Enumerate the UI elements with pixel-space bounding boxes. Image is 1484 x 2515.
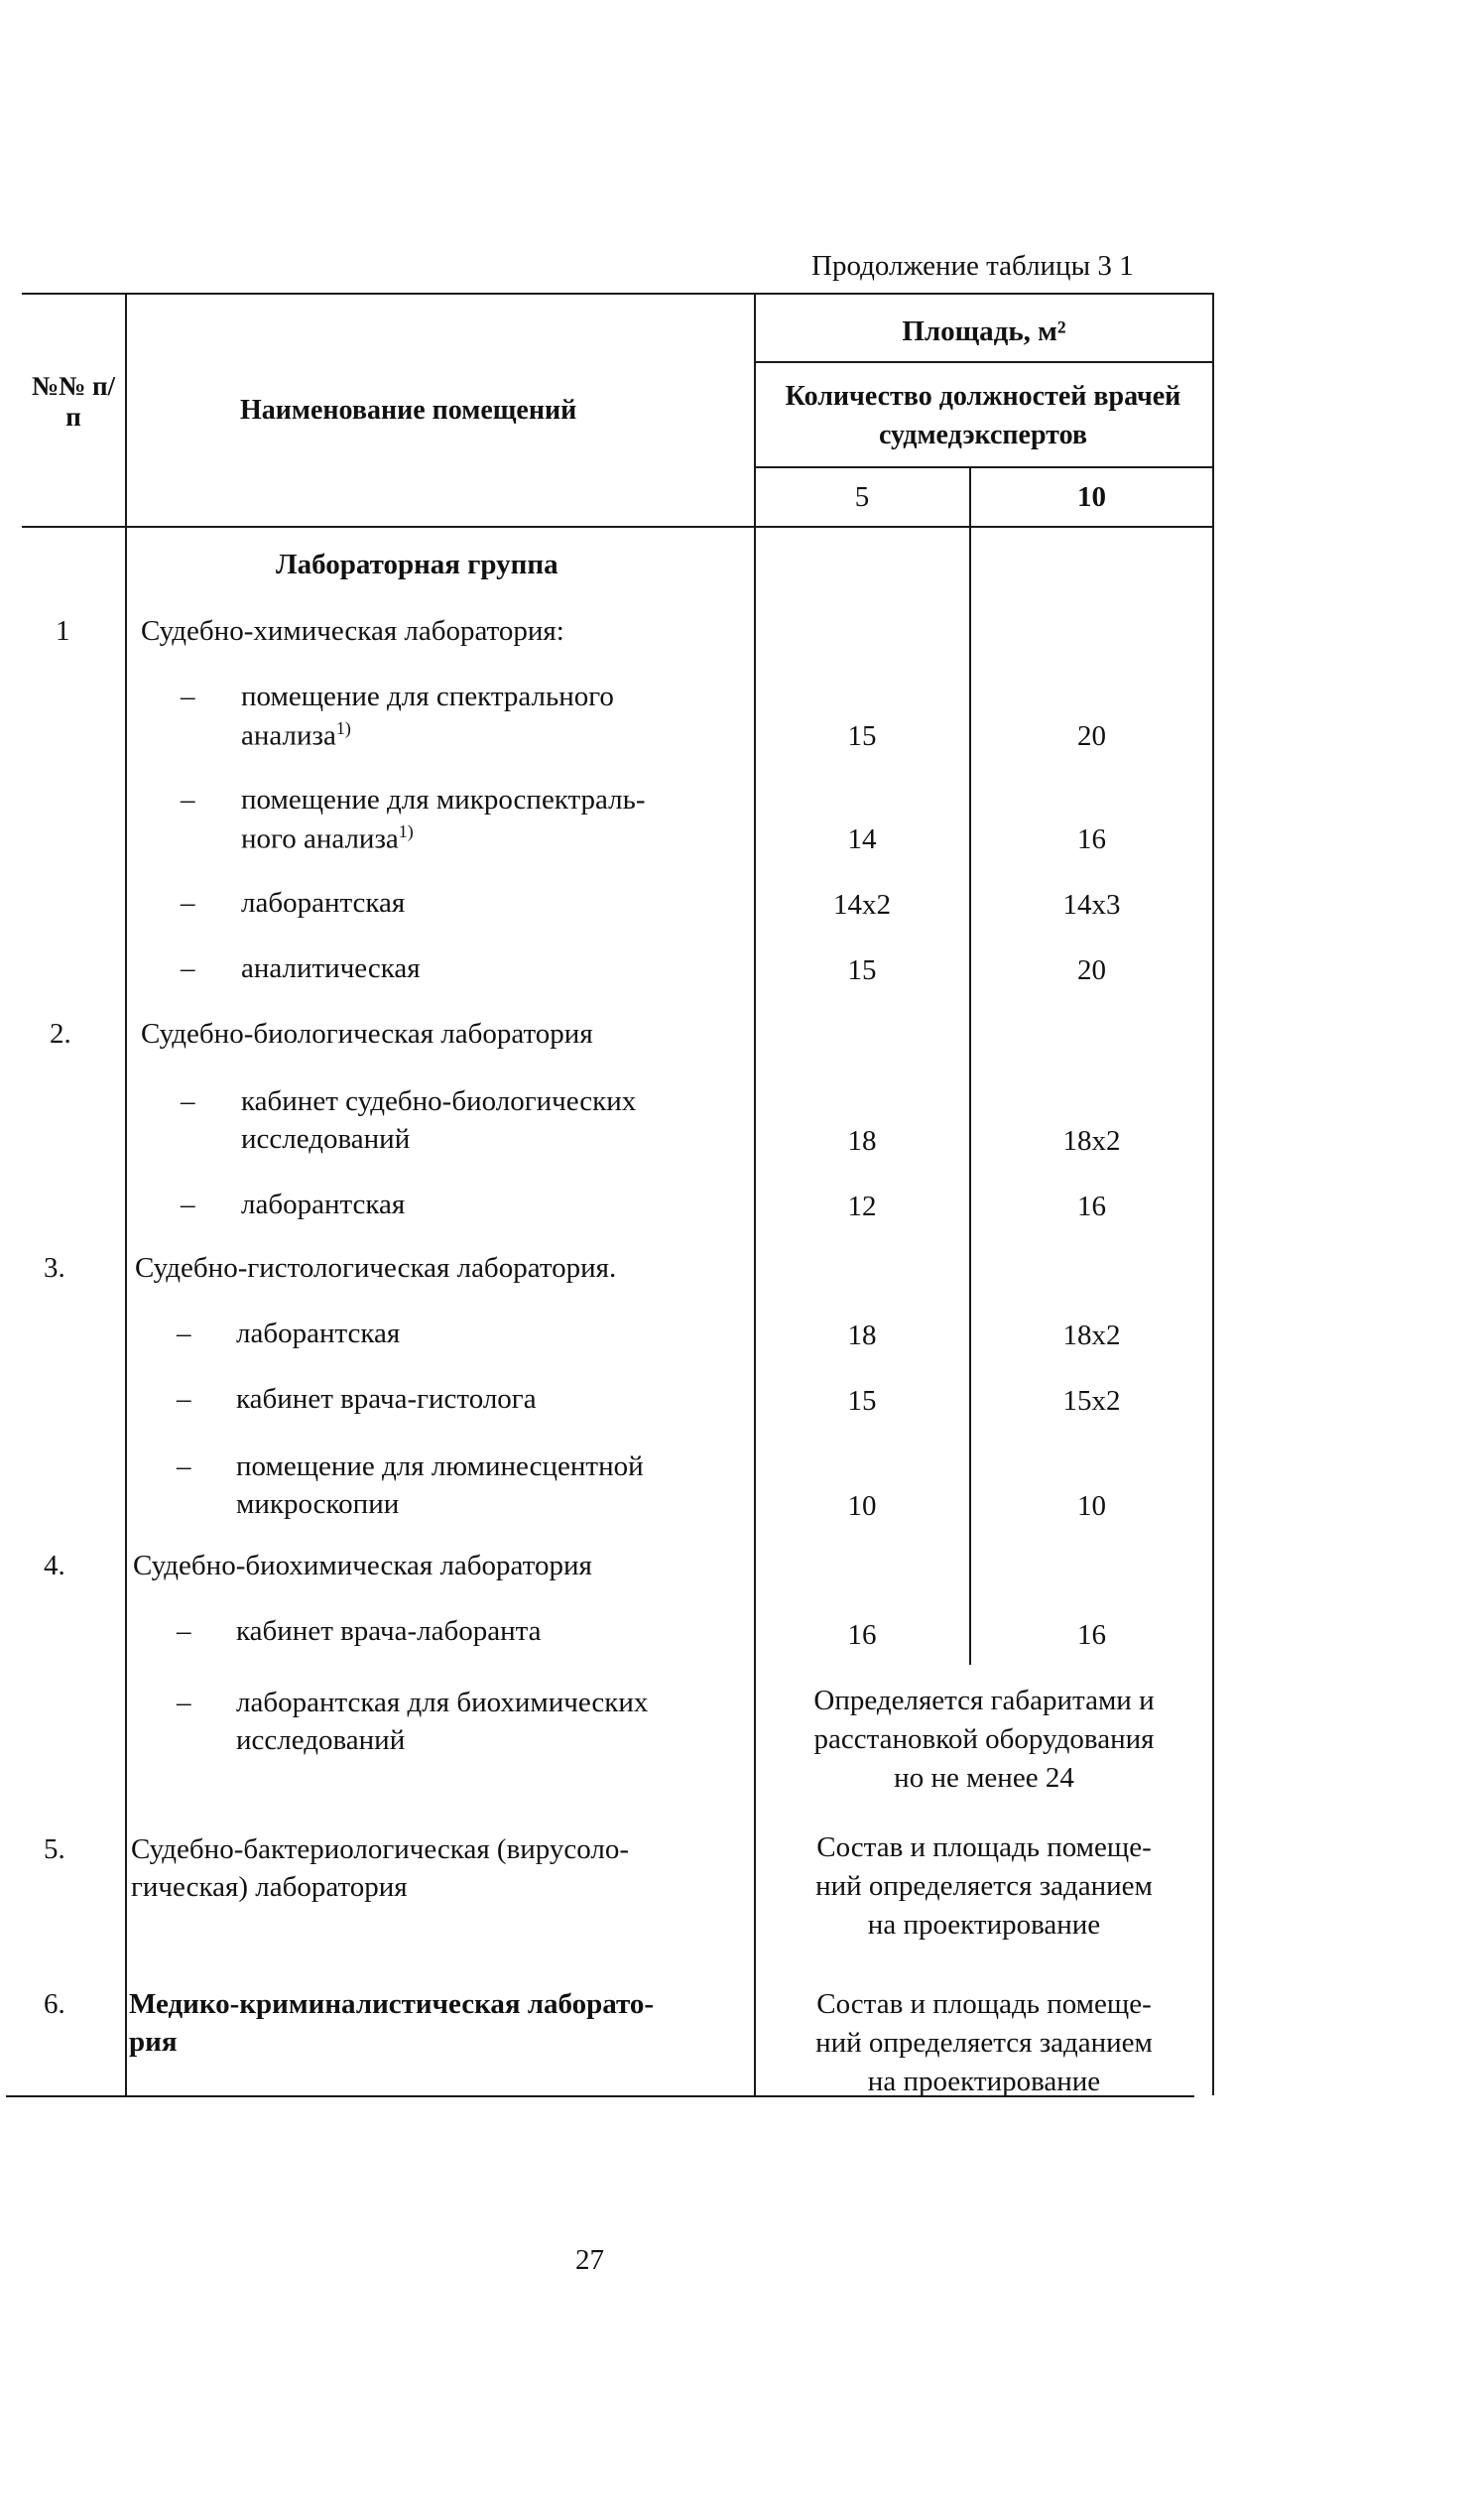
value-10: 14x3 bbox=[1062, 889, 1121, 921]
value-10: 16 bbox=[1077, 1191, 1106, 1222]
value-10: 20 bbox=[1077, 720, 1106, 752]
num-column-header-text: №№ п/п bbox=[31, 371, 116, 433]
table-top-rule bbox=[22, 293, 1212, 295]
value-10: 15x2 bbox=[1062, 1385, 1121, 1417]
item-text-line: ного анализа bbox=[241, 822, 399, 855]
merged-note: но не менее 24 bbox=[894, 1762, 1074, 1794]
merged-note: расстановкой оборудования bbox=[813, 1723, 1155, 1755]
item-dash: – bbox=[177, 1687, 191, 1718]
count-header-rule bbox=[754, 466, 1214, 468]
item-text: помещение для микроспектраль- bbox=[241, 784, 646, 816]
col5-header: 5 bbox=[854, 481, 870, 513]
value-10: 16 bbox=[1077, 823, 1106, 855]
merged-note: ний определяется заданием bbox=[815, 1870, 1153, 1902]
item-text: лаборантская bbox=[236, 1318, 401, 1349]
merged-note: Состав и площадь помеще- bbox=[816, 1988, 1152, 2020]
footnote-mark: 1) bbox=[398, 821, 414, 841]
value-5: 15 bbox=[847, 1385, 877, 1417]
item-dash: – bbox=[181, 887, 195, 919]
row-number: 3. bbox=[44, 1252, 65, 1284]
table-caption: Продолжение таблицы 3 1 bbox=[811, 250, 1134, 282]
item-text: лаборантская bbox=[241, 1189, 406, 1220]
value-5: 18 bbox=[847, 1320, 877, 1351]
value-5: 14x2 bbox=[833, 889, 891, 921]
num-col-divider bbox=[125, 293, 127, 2095]
value-10: 18x2 bbox=[1062, 1320, 1121, 1351]
item-dash: – bbox=[181, 681, 195, 712]
value-5: 12 bbox=[847, 1191, 877, 1222]
page-number: 27 bbox=[575, 2244, 604, 2276]
item-text: помещение для люминесцентной bbox=[236, 1450, 644, 1482]
area-header-rule bbox=[754, 361, 1214, 363]
item-text: кабинет врача-лаборанта bbox=[236, 1615, 542, 1647]
row-title: Судебно-химическая лаборатория: bbox=[141, 615, 564, 647]
footnote-mark: 1) bbox=[335, 718, 351, 738]
value-5: 15 bbox=[847, 720, 877, 752]
item-dash: – bbox=[181, 952, 195, 984]
item-text bbox=[241, 821, 414, 856]
value-5: 14 bbox=[847, 823, 877, 855]
item-text: кабинет врача-гистолога bbox=[236, 1383, 537, 1415]
num-column-header bbox=[26, 371, 121, 433]
item-text: кабинет судебно-биологических bbox=[241, 1085, 637, 1117]
group-heading: Лабораторная группа bbox=[276, 549, 558, 580]
row-title: гическая) лаборатория bbox=[131, 1871, 408, 1903]
row-title: Судебно-биологическая лаборатория bbox=[141, 1018, 593, 1050]
row-number: 1 bbox=[56, 615, 70, 647]
header-bottom-rule bbox=[22, 526, 1214, 528]
row-title: Судебно-биохимическая лаборатория bbox=[133, 1550, 592, 1581]
item-text: помещение для спектрального bbox=[241, 681, 614, 712]
item-text: исследований bbox=[236, 1724, 406, 1756]
col10-header: 10 bbox=[1077, 481, 1106, 513]
value-10: 20 bbox=[1077, 954, 1106, 986]
item-text bbox=[241, 718, 351, 753]
value-10: 18x2 bbox=[1062, 1125, 1121, 1157]
row-title: Судебно-гистологическая лаборатория. bbox=[135, 1252, 617, 1284]
name-column-header: Наименование помещений bbox=[240, 395, 577, 426]
item-dash: – bbox=[177, 1318, 191, 1349]
item-dash: – bbox=[177, 1450, 191, 1482]
value-5: 18 bbox=[847, 1125, 877, 1157]
row-number: 4. bbox=[44, 1550, 65, 1581]
item-text: исследований bbox=[241, 1123, 411, 1155]
value-10: 16 bbox=[1077, 1619, 1106, 1651]
value-col-divider bbox=[969, 466, 971, 1665]
row-number: 2. bbox=[50, 1018, 71, 1050]
row-title: Судебно-бактериологическая (вирусоло- bbox=[131, 1833, 630, 1865]
value-5: 15 bbox=[847, 954, 877, 986]
row-number: 5. bbox=[44, 1833, 65, 1865]
value-5: 10 bbox=[847, 1490, 877, 1522]
item-text: лаборантская для биохимических bbox=[236, 1687, 649, 1718]
count-header: Количество должностей врачей судмедэкспертов bbox=[785, 381, 1181, 450]
item-dash: – bbox=[181, 1189, 195, 1220]
value-10: 10 bbox=[1077, 1490, 1106, 1522]
row-title: рия bbox=[129, 2026, 178, 2058]
item-text: лаборантская bbox=[241, 887, 406, 919]
item-text-line: анализа bbox=[241, 719, 336, 752]
merged-note: Определяется габаритами и bbox=[813, 1685, 1155, 1716]
merged-note: Состав и площадь помеще- bbox=[816, 1831, 1152, 1863]
item-text: микроскопии bbox=[236, 1488, 400, 1520]
merged-note: на проектирование bbox=[867, 1909, 1101, 1941]
merged-note: ний определяется заданием bbox=[815, 2027, 1153, 2059]
item-dash: – bbox=[181, 1085, 195, 1117]
table-right-border bbox=[1212, 293, 1214, 2095]
item-dash: – bbox=[177, 1615, 191, 1647]
row-number: 6. bbox=[44, 1988, 65, 2020]
row-title: Медико-криминалистическая лаборато- bbox=[129, 1988, 655, 2020]
item-dash: – bbox=[181, 784, 195, 816]
merged-note: на проектирование bbox=[867, 2066, 1101, 2097]
item-text: аналитическая bbox=[241, 952, 421, 984]
value-5: 16 bbox=[847, 1619, 877, 1651]
area-header: Площадь, м² bbox=[902, 315, 1066, 347]
item-dash: – bbox=[177, 1383, 191, 1415]
